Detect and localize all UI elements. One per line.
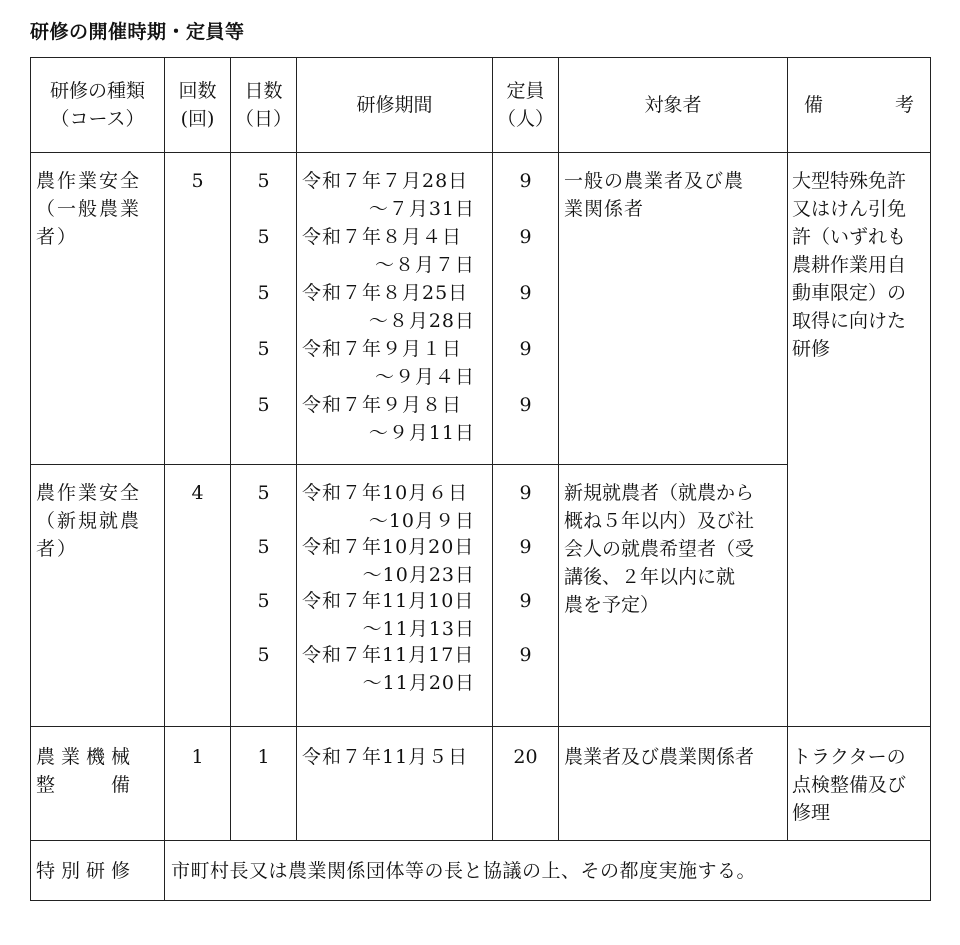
count-cell — [165, 465, 231, 727]
target-cell — [559, 153, 788, 465]
course-line: 農作業安全 — [36, 482, 142, 504]
header-course-line: 研修の種類 — [49, 80, 145, 102]
period-start: 令和７年８月25日 — [302, 282, 469, 304]
period-start: 令和７年９月１日 — [302, 338, 463, 360]
target-line: 一般の農業者及び農 — [564, 170, 745, 192]
remarks-line: 取得に向けた — [792, 310, 907, 332]
period-start: 令和７年11月17日 — [302, 644, 475, 666]
capacity-value: 9 — [519, 536, 532, 558]
capacity-value: 9 — [519, 482, 532, 504]
count-value: 1 — [191, 746, 204, 768]
header-remarks — [788, 58, 931, 153]
special-text: 市町村長又は農業関係団体等の長と協議の上、その都度実施する。 — [171, 859, 757, 882]
days-value: 5 — [257, 170, 270, 192]
target-line: 新規就農者（就農から — [564, 482, 755, 504]
remarks-line: 点検整備及び — [792, 774, 907, 796]
course-line: （一般農業 — [36, 198, 142, 220]
special-label-cell — [31, 841, 165, 901]
course-cell — [31, 153, 165, 465]
header-period — [297, 58, 493, 153]
capacity-value: 9 — [519, 644, 532, 666]
header-remarks-part: 備 — [804, 94, 824, 116]
capacity-value: 9 — [519, 394, 532, 416]
course-line: 農作業安全 — [36, 170, 142, 192]
remarks-line: 修理 — [792, 802, 831, 824]
period-start: 令和７年11月10日 — [302, 590, 475, 612]
header-capacity — [493, 58, 559, 153]
document-title: 研修の開催時期・定員等 — [30, 21, 245, 43]
target-line: 講後、２年以内に就 — [564, 566, 736, 588]
period-start: 令和７年７月28日 — [302, 170, 469, 192]
course-line: （新規就農 — [36, 510, 142, 532]
days-cell — [231, 465, 297, 727]
period-cell — [297, 153, 493, 465]
course-line: 者） — [36, 226, 79, 248]
days-value: 5 — [257, 394, 270, 416]
target-cell — [559, 727, 788, 841]
header-target-label: 対象者 — [644, 94, 702, 116]
capacity-value: 9 — [519, 590, 532, 612]
days-value: 5 — [257, 282, 270, 304]
count-cell — [165, 153, 231, 465]
header-row — [31, 58, 931, 153]
capacity-value: 9 — [519, 338, 532, 360]
period-start: 令和７年９月８日 — [302, 394, 463, 416]
target-line: 農を予定） — [564, 594, 660, 616]
table-row — [31, 727, 931, 841]
count-value: 4 — [191, 482, 204, 504]
capacity-value: 20 — [513, 746, 538, 768]
days-value: 5 — [257, 482, 270, 504]
days-value: 5 — [257, 536, 270, 558]
period-start: 令和７年10月６日 — [302, 482, 469, 504]
remarks-line: 又はけん引免 — [792, 198, 907, 220]
period-end: ～７月31日 — [368, 198, 475, 220]
period-end: ～11月13日 — [362, 618, 475, 640]
header-capacity-line: 定員 — [506, 80, 545, 102]
header-count-line: (回) — [180, 108, 215, 130]
days-value: 5 — [257, 226, 270, 248]
period-end: ～10月９日 — [368, 510, 475, 532]
days-value: 5 — [257, 644, 270, 666]
period-end: ～10月23日 — [362, 564, 475, 586]
course-cell — [31, 727, 165, 841]
capacity-value: 9 — [519, 226, 532, 248]
remarks-cell — [788, 727, 931, 841]
period-end: ～８月７日 — [374, 254, 475, 276]
target-line: 概ね５年以内）及び社 — [564, 510, 755, 532]
remarks-cell-license — [788, 153, 931, 727]
capacity-value: 9 — [519, 282, 532, 304]
remarks-line: トラクターの — [792, 746, 906, 768]
header-count — [165, 58, 231, 153]
period-start: 令和７年11月５日 — [302, 746, 469, 768]
days-cell — [231, 727, 297, 841]
course-line: 者） — [36, 538, 79, 560]
period-end: ～11月20日 — [362, 672, 475, 694]
count-value: 5 — [191, 170, 204, 192]
course-line: 整 備 — [36, 774, 137, 796]
header-capacity-line: （人） — [496, 108, 554, 130]
remarks-line: 許（いずれも — [792, 226, 907, 248]
days-value: 5 — [257, 590, 270, 612]
period-end: ～８月28日 — [368, 310, 475, 332]
capacity-cell — [493, 727, 559, 841]
header-days-line: （日） — [234, 108, 292, 130]
days-value: 1 — [257, 746, 270, 768]
remarks-line: 大型特殊免許 — [792, 170, 907, 192]
header-period-label: 研修期間 — [356, 94, 433, 116]
period-start: 令和７年10月20日 — [302, 536, 475, 558]
header-course — [31, 58, 165, 153]
period-end: ～９月４日 — [374, 366, 475, 388]
header-target — [559, 58, 788, 153]
remarks-line: 研修 — [792, 338, 831, 360]
special-label: 特別研修 — [36, 859, 137, 882]
period-cell — [297, 727, 493, 841]
capacity-cell — [493, 153, 559, 465]
count-cell — [165, 727, 231, 841]
header-days-line: 日数 — [244, 80, 283, 102]
target-line: 農業者及び農業関係者 — [564, 746, 755, 768]
course-cell — [31, 465, 165, 727]
header-days — [231, 58, 297, 153]
capacity-cell — [493, 465, 559, 727]
header-course-line: （コース） — [50, 108, 145, 130]
training-schedule-table — [30, 57, 931, 901]
period-cell — [297, 465, 493, 727]
target-line: 会人の就農希望者（受 — [564, 538, 755, 560]
table-row — [31, 841, 931, 901]
special-text-cell — [165, 841, 931, 901]
days-cell — [231, 153, 297, 465]
table-row — [31, 153, 931, 465]
course-line: 農業機械 — [36, 746, 137, 768]
period-end: ～９月11日 — [368, 422, 475, 444]
days-value: 5 — [257, 338, 270, 360]
target-line: 業関係者 — [564, 198, 645, 220]
header-remarks-part: 考 — [894, 94, 914, 116]
remarks-line: 動車限定）の — [792, 282, 907, 304]
period-start: 令和７年８月４日 — [302, 226, 463, 248]
capacity-value: 9 — [519, 170, 532, 192]
target-cell — [559, 465, 788, 727]
remarks-line: 農耕作業用自 — [792, 254, 907, 276]
header-count-line: 回数 — [178, 80, 217, 102]
